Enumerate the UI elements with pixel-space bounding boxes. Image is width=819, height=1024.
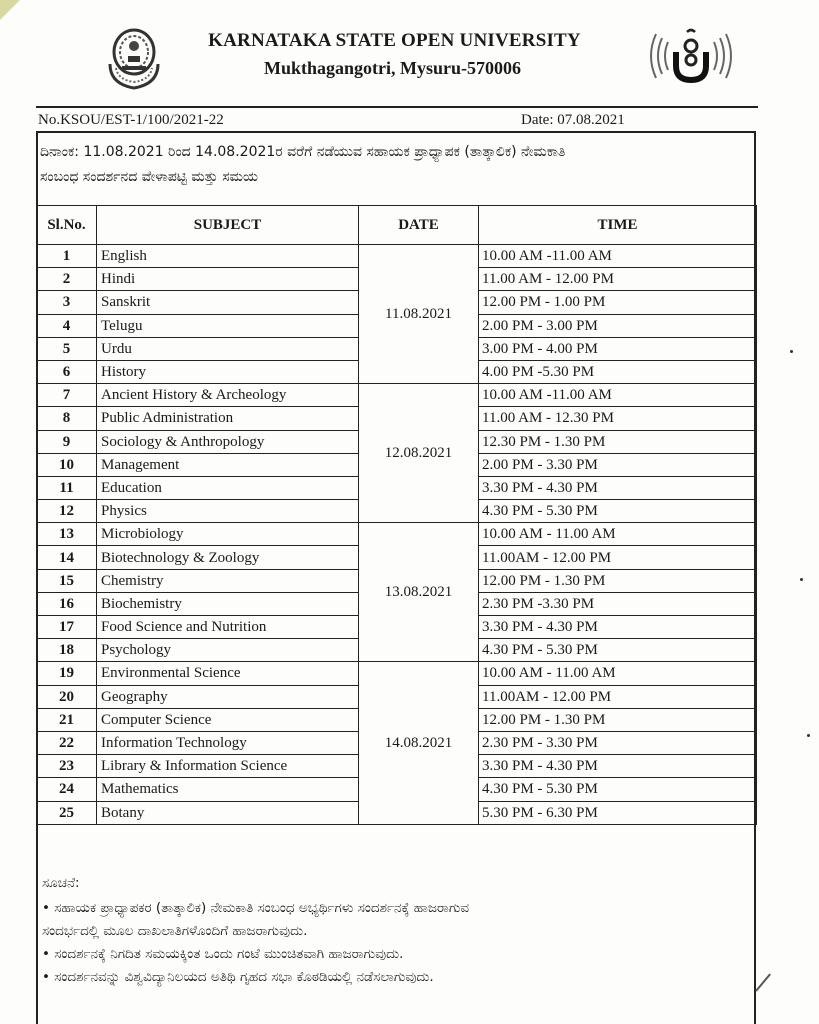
- subject-cell: Biochemistry: [97, 592, 359, 615]
- sl-no-cell: 24: [37, 778, 97, 801]
- sl-no-cell: 9: [37, 430, 97, 453]
- time-cell: 3.30 PM - 4.30 PM: [479, 616, 757, 639]
- time-cell: 2.30 PM - 3.30 PM: [479, 731, 757, 754]
- time-cell: 4.00 PM -5.30 PM: [479, 360, 757, 383]
- kannada-heading-line-2: ಸಂಬಂಧ ಸಂದರ್ಶನದ ವೇಳಾಪಟ್ಟಿ ಮತ್ತು ಸಮಯ: [40, 169, 258, 185]
- notes-section: [42, 872, 742, 989]
- subject-cell: Management: [97, 453, 359, 476]
- sl-no-cell: 3: [37, 291, 97, 314]
- reference-number: No.KSOU/EST-1/100/2021-22: [38, 112, 224, 128]
- time-cell: 10.00 AM -11.00 AM: [479, 384, 757, 407]
- sl-no-cell: 11: [37, 476, 97, 499]
- subject-cell: Chemistry: [97, 569, 359, 592]
- kannada-heading-line-1: ದಿನಾಂಕ: 11.08.2021 ರಿಂದ 14.08.2021ರ ವರೆಗೆ ನಡೆಯುವ ಸಹಾಯಕ ಪ್ರಾಧ್ಯಾಪಕ (ತಾತ್ಕಾಲಿಕ) ನೇಮಕಾತಿ: [40, 144, 566, 160]
- subject-cell: Mathematics: [97, 778, 359, 801]
- subject-cell: Public Administration: [97, 407, 359, 430]
- scan-speck: [790, 350, 793, 353]
- header-date: DATE: [359, 206, 479, 245]
- header-time: TIME: [479, 206, 757, 245]
- sl-no-cell: 19: [37, 662, 97, 685]
- ksou-radio-logo-icon: [644, 26, 738, 86]
- subject-cell: Physics: [97, 500, 359, 523]
- note-line: • ಸಹಾಯಕ ಪ್ರಾಧ್ಯಾಪಕರ (ತಾತ್ಕಾಲಿಕ) ನೇಮಕಾತಿ ಸಂಬಂಧ ಅಭ್ಯರ್ಥಿಗಳು ಸಂದರ್ಶನಕ್ಕೆ ಹಾಜರಾಗುವ: [42, 900, 470, 916]
- subject-cell: English: [97, 245, 359, 268]
- sl-no-cell: 2: [37, 268, 97, 291]
- sl-no-cell: 23: [37, 755, 97, 778]
- reference-date: Date: 07.08.2021: [521, 112, 625, 128]
- kannada-heading: [40, 140, 750, 190]
- time-cell: 2.00 PM - 3.30 PM: [479, 453, 757, 476]
- time-cell: 4.30 PM - 5.30 PM: [479, 778, 757, 801]
- sl-no-cell: 14: [37, 546, 97, 569]
- date-cell: 12.08.2021: [359, 384, 479, 523]
- subject-cell: History: [97, 360, 359, 383]
- time-cell: 4.30 PM - 5.30 PM: [479, 500, 757, 523]
- sl-no-cell: 1: [37, 245, 97, 268]
- scan-speck: [800, 578, 803, 581]
- subject-cell: Sociology & Anthropology: [97, 430, 359, 453]
- time-cell: 11.00AM - 12.00 PM: [479, 685, 757, 708]
- scan-speck: [807, 734, 810, 737]
- sl-no-cell: 15: [37, 569, 97, 592]
- sl-no-cell: 13: [37, 523, 97, 546]
- note-line: ಸಂದರ್ಭದಲ್ಲಿ ಮೂಲ ದಾಖಲಾತಿಗಳೊಂದಿಗೆ ಹಾಜರಾಗುವುದು.: [42, 923, 308, 939]
- sl-no-cell: 17: [37, 616, 97, 639]
- notes-title: ಸೂಚನೆ:: [42, 875, 80, 891]
- time-cell: 2.30 PM -3.30 PM: [479, 592, 757, 615]
- subject-cell: Microbiology: [97, 523, 359, 546]
- header-subject: SUBJECT: [97, 206, 359, 245]
- time-cell: 5.30 PM - 6.30 PM: [479, 801, 757, 824]
- time-cell: 11.00AM - 12.00 PM: [479, 546, 757, 569]
- sl-no-cell: 6: [37, 360, 97, 383]
- sl-no-cell: 5: [37, 337, 97, 360]
- subject-cell: Ancient History & Archeology: [97, 384, 359, 407]
- subject-cell: Botany: [97, 801, 359, 824]
- sl-no-cell: 18: [37, 639, 97, 662]
- time-cell: 3.30 PM - 4.30 PM: [479, 755, 757, 778]
- sl-no-cell: 7: [37, 384, 97, 407]
- pen-mark: [755, 974, 771, 992]
- sl-no-cell: 4: [37, 314, 97, 337]
- time-cell: 10.00 AM - 11.00 AM: [479, 523, 757, 546]
- table-row: [37, 523, 757, 546]
- table-header-row: [37, 206, 757, 245]
- sl-no-cell: 16: [37, 592, 97, 615]
- date-cell: 14.08.2021: [359, 662, 479, 824]
- time-cell: 12.00 PM - 1.30 PM: [479, 569, 757, 592]
- note-line: • ಸಂದರ್ಶನವನ್ನು ವಿಶ್ವವಿದ್ಯಾನಿಲಯದ ಅತಿಥಿ ಗೃಹದ ಸಭಾ ಕೊಠಡಿಯಲ್ಲಿ ನಡೆಸಲಾಗುವುದು.: [42, 969, 434, 985]
- subject-cell: Psychology: [97, 639, 359, 662]
- date-cell: 13.08.2021: [359, 523, 479, 662]
- time-cell: 3.00 PM - 4.00 PM: [479, 337, 757, 360]
- table-row: [37, 662, 757, 685]
- subject-cell: Library & Information Science: [97, 755, 359, 778]
- subject-cell: Geography: [97, 685, 359, 708]
- date-cell: 11.08.2021: [359, 245, 479, 384]
- letterhead: [0, 0, 819, 100]
- university-name-text: KARNATAKA STATE OPEN UNIVERSITY: [208, 30, 581, 51]
- subject-cell: Education: [97, 476, 359, 499]
- time-cell: 11.00 AM - 12.30 PM: [479, 407, 757, 430]
- sl-no-cell: 22: [37, 731, 97, 754]
- subject-cell: Hindi: [97, 268, 359, 291]
- sl-no-cell: 10: [37, 453, 97, 476]
- university-address-text: Mukthagangotri, Mysuru-570006: [263, 58, 521, 78]
- table-row: [37, 245, 757, 268]
- subject-cell: Sanskrit: [97, 291, 359, 314]
- subject-cell: Food Science and Nutrition: [97, 616, 359, 639]
- sl-no-cell: 12: [37, 500, 97, 523]
- sl-no-cell: 20: [37, 685, 97, 708]
- sl-no-cell: 21: [37, 708, 97, 731]
- table-row: [37, 384, 757, 407]
- time-cell: 12.00 PM - 1.00 PM: [479, 291, 757, 314]
- time-cell: 12.00 PM - 1.30 PM: [479, 708, 757, 731]
- interview-schedule-table: [36, 205, 757, 825]
- subject-cell: Information Technology: [97, 731, 359, 754]
- header-sl-no: Sl.No.: [37, 206, 97, 245]
- time-cell: 10.00 AM -11.00 AM: [479, 245, 757, 268]
- time-cell: 12.30 PM - 1.30 PM: [479, 430, 757, 453]
- time-cell: 11.00 AM - 12.00 PM: [479, 268, 757, 291]
- subject-cell: Urdu: [97, 337, 359, 360]
- subject-cell: Computer Science: [97, 708, 359, 731]
- subject-cell: Telugu: [97, 314, 359, 337]
- subject-cell: Environmental Science: [97, 662, 359, 685]
- sl-no-cell: 25: [37, 801, 97, 824]
- note-line: • ಸಂದರ್ಶನಕ್ಕೆ ನಿಗದಿತ ಸಮಯಕ್ಕಿಂತ ಒಂದು ಗಂಟೆ ಮುಂಚಿತವಾಗಿ ಹಾಜರಾಗುವುದು.: [42, 946, 404, 962]
- time-cell: 2.00 PM - 3.00 PM: [479, 314, 757, 337]
- table-body: [37, 245, 757, 825]
- time-cell: 3.30 PM - 4.30 PM: [479, 476, 757, 499]
- header-divider: [36, 106, 758, 108]
- time-cell: 4.30 PM - 5.30 PM: [479, 639, 757, 662]
- sl-no-cell: 8: [37, 407, 97, 430]
- time-cell: 10.00 AM - 11.00 AM: [479, 662, 757, 685]
- subject-cell: Biotechnology & Zoology: [97, 546, 359, 569]
